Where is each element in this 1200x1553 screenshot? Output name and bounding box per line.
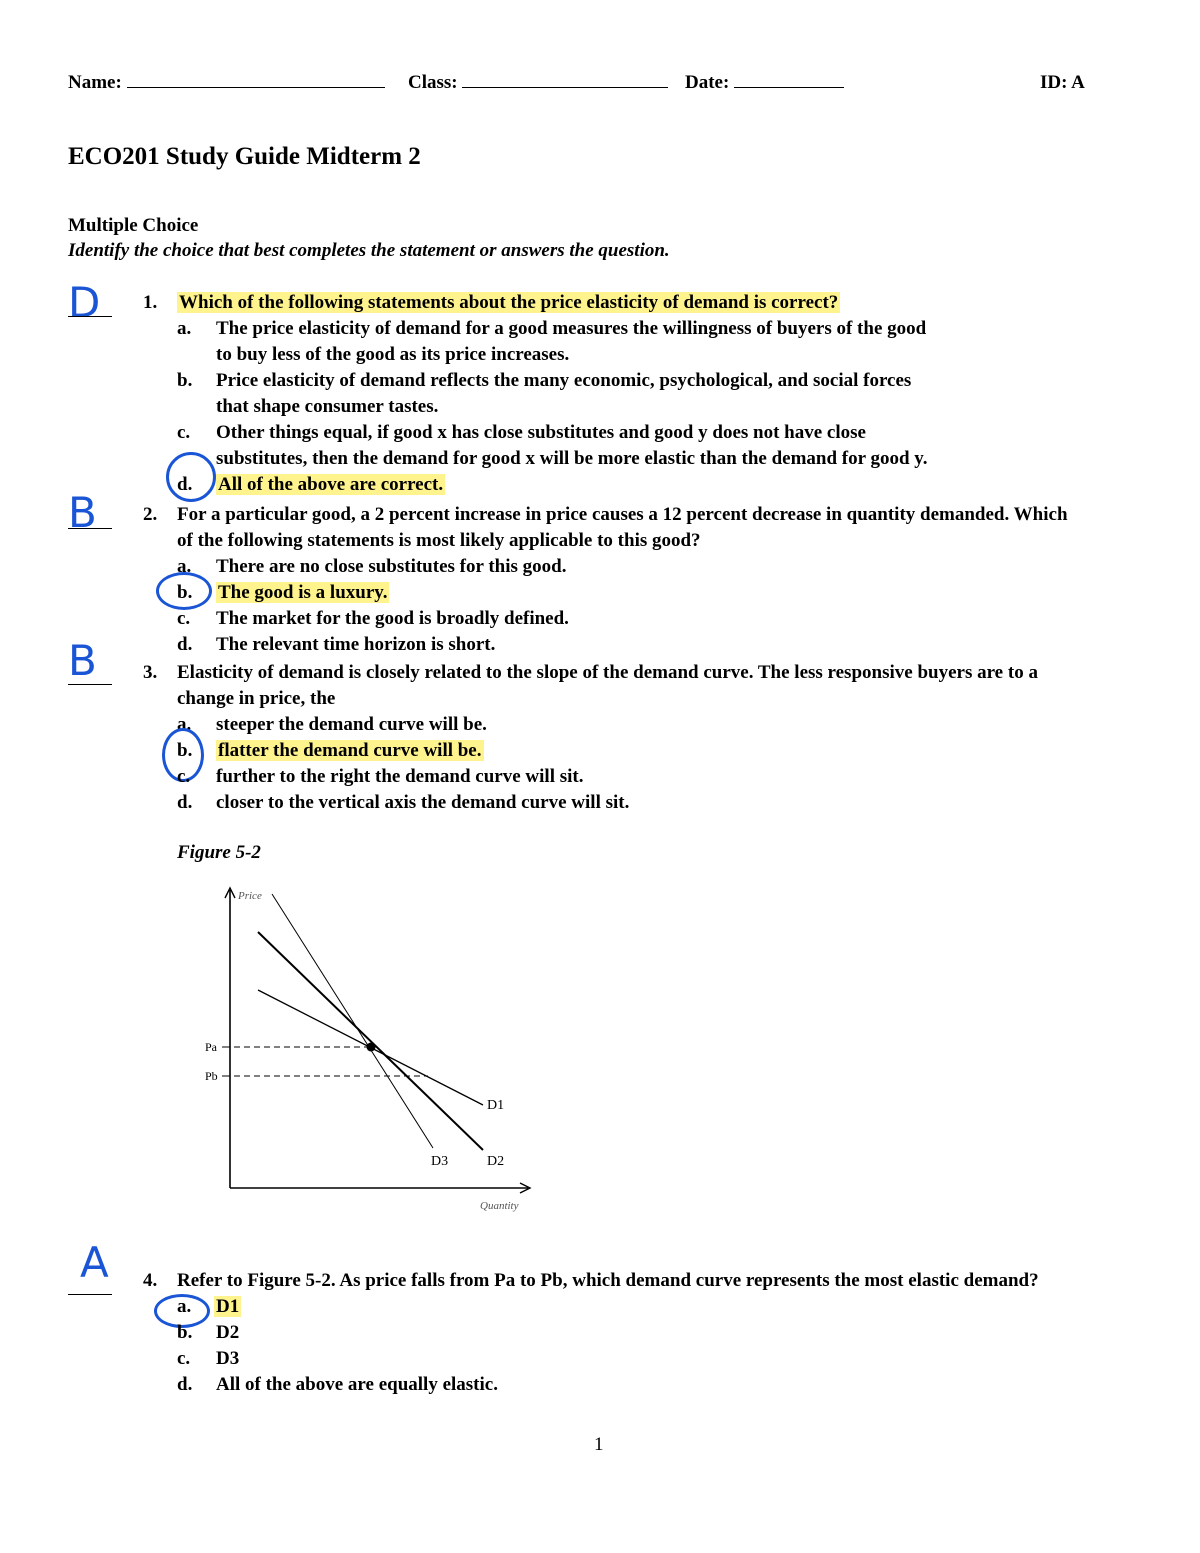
figure-reference: Refer to Figure 5-2. bbox=[177, 1270, 336, 1291]
choice-text-1c: Other things equal, if good x has close substitutes and good y does not have close bbox=[216, 422, 866, 443]
x-axis-label: Quantity bbox=[480, 1200, 519, 1212]
choice-letter-4b: b. bbox=[177, 1322, 193, 1343]
handwritten-answer-2: B bbox=[68, 488, 97, 537]
answer-blank-4[interactable] bbox=[68, 1294, 112, 1295]
name-label: Name: bbox=[68, 72, 122, 93]
choice-text-1b-cont: that shape consumer tastes. bbox=[216, 396, 439, 417]
intersection-point bbox=[367, 1043, 376, 1052]
choice-text-3d: closer to the vertical axis the demand curve will sit. bbox=[216, 792, 630, 813]
question-text-3-cont: change in price, the bbox=[177, 688, 336, 709]
demand-curve-d2 bbox=[258, 932, 483, 1150]
d3-label: D3 bbox=[431, 1154, 449, 1169]
question-text-4-rest: As price falls from Pa to Pb, which demand curve represents the most elastic demand? bbox=[335, 1270, 1039, 1291]
choice-text-4b: D2 bbox=[216, 1322, 240, 1343]
id-label: ID: A bbox=[1040, 72, 1085, 93]
pb-label: Pb bbox=[205, 1069, 218, 1083]
choice-letter-1d: d. bbox=[177, 474, 193, 495]
choice-text-3b: flatter the demand curve will be. bbox=[218, 740, 482, 761]
choice-text-1d: All of the above are correct. bbox=[218, 474, 444, 495]
name-field bbox=[68, 72, 385, 94]
choice-letter-2b: b. bbox=[177, 582, 193, 603]
class-field bbox=[408, 72, 668, 94]
choice-text-2b: The good is a luxury. bbox=[218, 582, 388, 603]
question-number-3: 3. bbox=[143, 662, 158, 683]
choice-letter-4d: d. bbox=[177, 1374, 193, 1395]
document-title: ECO201 Study Guide Midterm 2 bbox=[68, 143, 421, 170]
choice-text-1c-cont: substitutes, then the demand for good x will be more elastic than the demand for good y. bbox=[216, 448, 928, 469]
date-label: Date: bbox=[685, 72, 730, 93]
choice-letter-2c: c. bbox=[177, 608, 191, 629]
answer-blank-2[interactable] bbox=[68, 528, 112, 529]
choice-text-1b: Price elasticity of demand reflects the many economic, psychological, and social forces bbox=[216, 370, 912, 391]
choice-text-4c: D3 bbox=[216, 1348, 240, 1369]
demand-curve-d3 bbox=[272, 894, 433, 1148]
question-number-4: 4. bbox=[143, 1270, 158, 1291]
name-blank[interactable] bbox=[127, 73, 385, 88]
class-label: Class: bbox=[408, 72, 458, 93]
section-instructions: Identify the choice that best completes the statement or answers the question. bbox=[68, 240, 670, 261]
question-text-2-cont: of the following statements is most likely applicable to this good? bbox=[177, 530, 701, 551]
answer-blank-3[interactable] bbox=[68, 684, 112, 685]
answer-blank-1[interactable] bbox=[68, 316, 112, 317]
choice-letter-1a: a. bbox=[177, 318, 192, 339]
handwritten-answer-3: B bbox=[68, 636, 97, 685]
question-text-3: Elasticity of demand is closely related to the slope of the demand curve. The less responsive buyers are to a bbox=[177, 662, 1038, 683]
question-text-4 bbox=[177, 1268, 1039, 1294]
handwritten-answer-1: D bbox=[68, 278, 101, 327]
figure-title: Figure 5-2 bbox=[177, 842, 261, 863]
page-number: 1 bbox=[594, 1434, 604, 1455]
date-field bbox=[685, 72, 844, 94]
d1-label: D1 bbox=[487, 1098, 505, 1113]
question-text-1: Which of the following statements about the price elasticity of demand is correct? bbox=[179, 292, 839, 313]
section-title: Multiple Choice bbox=[68, 215, 199, 236]
date-blank[interactable] bbox=[734, 73, 844, 88]
question-number-1: 1. bbox=[143, 292, 158, 313]
pa-label: Pa bbox=[205, 1040, 217, 1054]
choice-letter-3d: d. bbox=[177, 792, 193, 813]
choice-letter-3b: b. bbox=[177, 740, 193, 761]
class-blank[interactable] bbox=[462, 73, 668, 88]
choice-letter-2d: d. bbox=[177, 634, 193, 655]
choice-text-3c: further to the right the demand curve will sit. bbox=[216, 766, 584, 787]
d2-label: D2 bbox=[487, 1154, 505, 1169]
choice-letter-2a: a. bbox=[177, 556, 192, 577]
handwritten-answer-4: A bbox=[80, 1238, 109, 1287]
choice-text-1a-cont: to buy less of the good as its price increases. bbox=[216, 344, 570, 365]
choice-text-4d: All of the above are equally elastic. bbox=[216, 1374, 498, 1395]
choice-letter-4c: c. bbox=[177, 1348, 191, 1369]
question-number-2: 2. bbox=[143, 504, 158, 525]
figure-5-2-diagram bbox=[190, 880, 550, 1220]
choice-text-2a: There are no close substitutes for this good. bbox=[216, 556, 567, 577]
choice-text-2c: The market for the good is broadly defined. bbox=[216, 608, 569, 629]
question-text-2: For a particular good, a 2 percent increase in price causes a 12 percent decrease in quantity demanded. Which bbox=[177, 504, 1068, 525]
choice-text-2d: The relevant time horizon is short. bbox=[216, 634, 496, 655]
choice-letter-1c: c. bbox=[177, 422, 191, 443]
choice-text-4a: D1 bbox=[216, 1296, 240, 1317]
choice-letter-4a: a. bbox=[177, 1296, 192, 1317]
choice-letter-1b: b. bbox=[177, 370, 193, 391]
y-axis-label: Price bbox=[238, 890, 262, 902]
choice-text-3a: steeper the demand curve will be. bbox=[216, 714, 487, 735]
choice-letter-3a: a. bbox=[177, 714, 192, 735]
choice-text-1a: The price elasticity of demand for a good measures the willingness of buyers of the good bbox=[216, 318, 927, 339]
choice-letter-3c: c. bbox=[177, 766, 191, 787]
